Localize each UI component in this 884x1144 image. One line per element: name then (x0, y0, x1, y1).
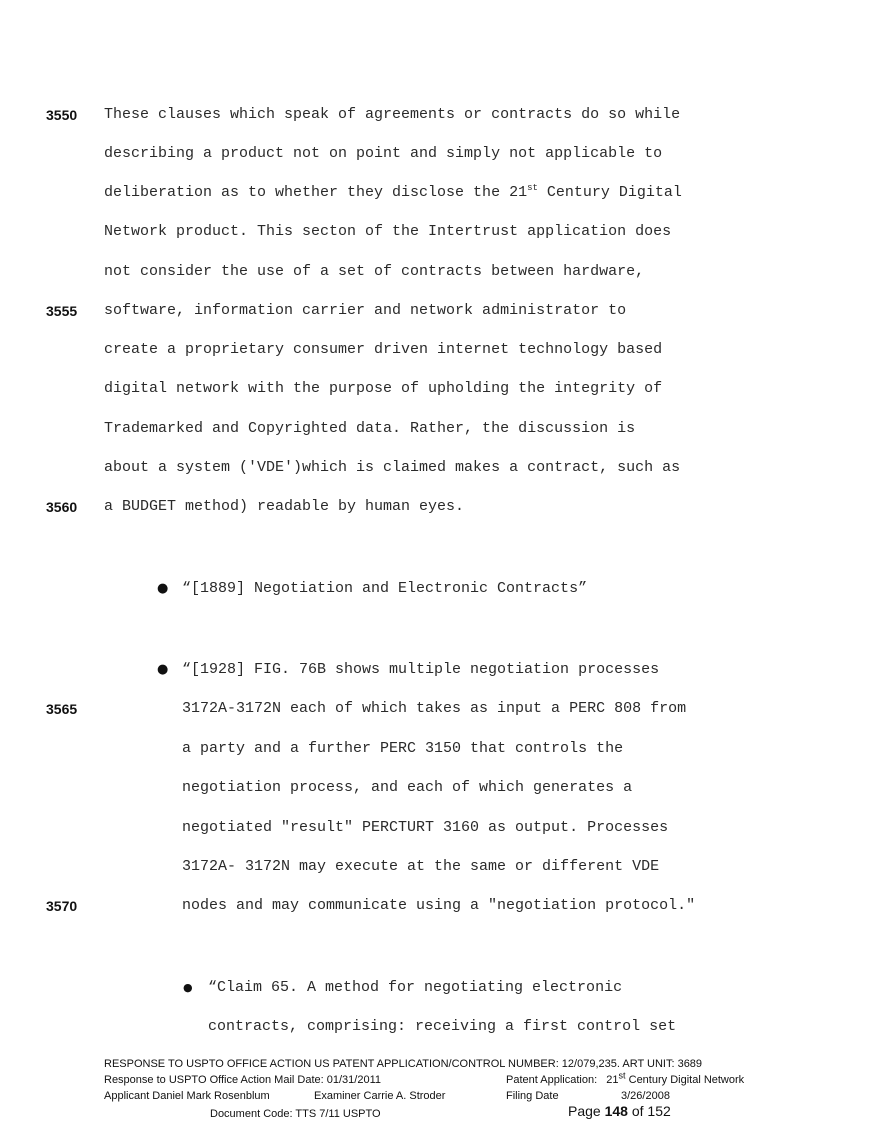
footer-examiner: Examiner Carrie A. Stroder (314, 1090, 446, 1102)
body-line: about a system ('VDE')which is claimed makes a contract, such as (104, 459, 681, 476)
bullet-quote: “[1889] Negotiation and Electronic Contracts” (182, 580, 588, 597)
superscript: st (618, 1070, 626, 1081)
bullet-quote-line: negotiated "result" PERCTURT 3160 as output. Processes (182, 819, 669, 836)
page-word: Page (568, 1103, 601, 1119)
body-line: digital network with the purpose of upholding the integrity of (104, 380, 663, 397)
body-line: Network product. This secton of the Intertrust application does (104, 223, 672, 240)
bullet-quote-line: a party and a further PERC 3150 that controls the (182, 740, 624, 757)
page-number (568, 1103, 671, 1119)
line-number-3560: 3560 (46, 499, 78, 515)
superscript: st (527, 183, 538, 193)
body-line: a BUDGET method) readable by human eyes. (104, 498, 465, 515)
footer-filing-label: Filing Date (506, 1090, 559, 1102)
footer-header-line: RESPONSE TO USPTO OFFICE ACTION US PATENT APPLICATION/CONTROL NUMBER: 12/079,235. ART UNIT: 3689 (104, 1058, 703, 1070)
body-line: These clauses which speak of agreements or contracts do so while (104, 106, 681, 123)
footer-patent-app-post: Century Digital Network (625, 1074, 745, 1086)
body-line (104, 183, 682, 203)
bullet-quote-line: negotiation process, and each of which generates a (182, 779, 633, 796)
bullet-quote-line: 3172A-3172N each of which takes as input a PERC 808 from (182, 700, 687, 717)
footer-patent-app (506, 1072, 744, 1088)
body-line-text: deliberation as to whether they disclose the 21 (104, 184, 528, 201)
body-line: create a proprietary consumer driven internet technology based (104, 341, 663, 358)
footer-applicant: Applicant Daniel Mark Rosenblum (104, 1090, 270, 1102)
bullet-dot-icon: ● (157, 581, 169, 596)
line-number-3555: 3555 (46, 303, 78, 319)
bullet-dot-icon: ● (157, 662, 169, 677)
body-line: not consider the use of a set of contracts between hardware, (104, 263, 645, 280)
page-total: 152 (647, 1103, 671, 1119)
line-number-3565: 3565 (46, 701, 78, 717)
bullet-quote-line: nodes and may communicate using a "negotiation protocol." (182, 897, 696, 914)
body-line-tail: Century Digital (537, 184, 682, 201)
footer-doc-code: Document Code: TTS 7/11 USPTO (210, 1108, 381, 1120)
bullet-quote-line: 3172A- 3172N may execute at the same or different VDE (182, 858, 660, 875)
page-of: of (631, 1103, 644, 1119)
sub-bullet-line: contracts, comprising: receiving a first control set (208, 1018, 677, 1035)
body-line: software, information carrier and network administrator to (104, 302, 627, 319)
bullet-dot-icon: ● (183, 981, 193, 994)
line-number-3570: 3570 (46, 898, 78, 914)
sub-bullet-line: “Claim 65. A method for negotiating electronic (208, 979, 623, 996)
line-number-3550: 3550 (46, 107, 78, 123)
page-current: 148 (604, 1103, 628, 1119)
body-line: describing a product not on point and simply not applicable to (104, 145, 663, 162)
bullet-quote-line: “[1928] FIG. 76B shows multiple negotiation processes (182, 661, 660, 678)
footer-filing-date: 3/26/2008 (621, 1090, 670, 1102)
footer-patent-app-pre: 21 (606, 1074, 619, 1086)
footer-patent-app-label: Patent Application: (506, 1074, 598, 1086)
footer-mail-date: Response to USPTO Office Action Mail Date: 01/31/2011 (104, 1074, 381, 1086)
page-footer (104, 1056, 804, 1124)
body-line: Trademarked and Copyrighted data. Rather, the discussion is (104, 420, 636, 437)
